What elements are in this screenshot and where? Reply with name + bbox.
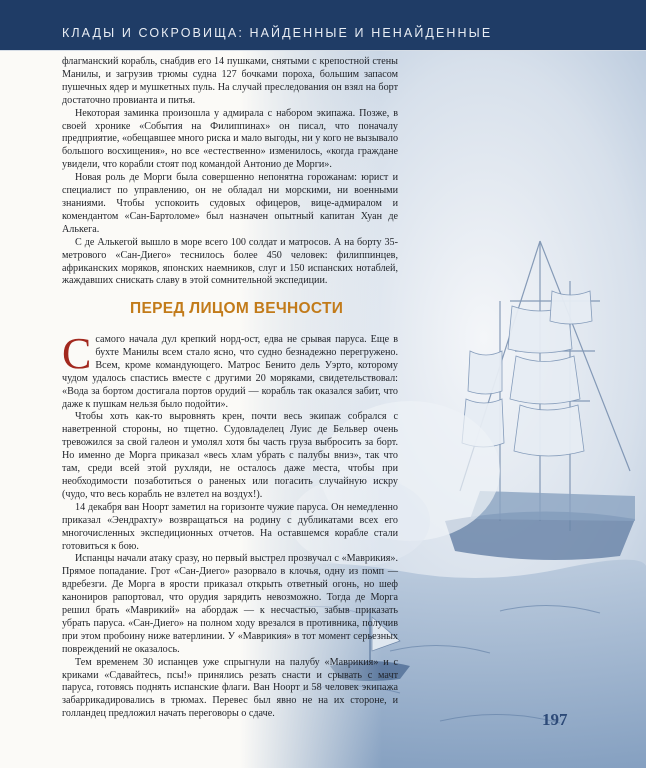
dropcap-letter: С — [62, 329, 92, 378]
paragraph-with-dropcap — [62, 329, 398, 411]
running-header-title: КЛАДЫ И СОКРОВИЩА: НАЙДЕННЫЕ И НЕНАЙДЕННЫЕ — [62, 26, 493, 40]
paragraph-text: самого начала дул крепкий норд-ост, едва не срывая паруса. Еще в бухте Манилы всем стало ясно, что судно безнадежно перегружено. Всем, кроме командующего. Матрос Бенито дель Уэрто, которому чудом удалось спастись вместе с другими 20 моряками, свидетельствовал: «Вода за бортом достигала портов орудий — корабль так оказался забит, что даже к пушкам нельзя было подойти». — [62, 334, 398, 410]
paragraph: С де Алькегой вышло в море всего 100 солдат и матросов. А на борту 35-метрового «Сан-Диего» теснилось более 450 человек: филиппинцев, африканских моряков, японских наемников, слуг и 150 испанских нотаблей, жаждавших снискать славу в этой сомнительной экспедиции. — [62, 236, 398, 287]
paragraph: Испанцы начали атаку сразу, но первый выстрел прозвучал с «Маврикия». Прямое попадание. Грот «Сан-Диего» разорвало в клочья, одну из помп — вдребезги. Де Морга в ярости приказал открыть ответный огонь, но шеф канониров рапортовал, что орудия зарядить невозможно. Тогда де Морга решил брать «Маврикий» на абордаж — к несчастью, забыв приказать убрать паруса. «Сан-Диего» на полном ходу врезался в противника, получив при этом пробоину ниже ватерлинии. У «Маврикия» в тот момент серьезных повреждений не оказалось. — [62, 553, 398, 655]
paragraph: Некоторая заминка произошла у адмирала с набором экипажа. Позже, в своей хронике «События на Филиппинах» он писал, что поначалу предприятие, «обещавшее много риска и мало выгоды, ни у кого не вызывало большого восхищения», но все «естественно» изменилось, «когда граждане увидели, что корабли стоят под командой Антонио де Морги». — [62, 107, 399, 171]
paragraph: 14 декабря ван Ноорт заметил на горизонте чужие паруса. Он немедленно приказал «Эендрахту» возвращаться на родину с дубликатами всех его многочисленных экспедиционных отчетов. На оставшемся корабле стали готовиться к бою. — [62, 501, 398, 552]
page-number: 197 — [542, 710, 568, 729]
section-text-column — [62, 329, 398, 721]
header-band — [0, 0, 646, 50]
paragraph: Новая роль де Морги была совершенно непонятна горожанам: юрист и специалист по управлению, он не обладал ни морскими, ни военными знаниями. Чтобы успокоить судовых офицеров, вице-адмиралом и комендантом «Сан-Бартоломе» был назначен опытный капитан Хуан де Алькега. — [62, 172, 398, 235]
paragraph: флагманский корабль, снабдив его 14 пушками, снятыми с крепостной стены Манилы, и загрузив трюмы судна 127 бочками пороха, большим запасом пушечных ядер и мушкетных пуль. На случай преследования он взял на борт достаточно провианта и питья. — [62, 56, 398, 106]
paragraph: Чтобы хоть как-то выровнять крен, почти весь экипаж собрался с наветренной стороны, но тщетно. Судовладелец Луис де Бельвер очень тревожился за свой галеон и умолял хотя бы часть груза выбросить за борт. Но именно де Морга приказал «весь хлам убрать с палубы вниз», так что там, среди всей этой рухляди, не осталось даже места, чтобы при необходимости позаботиться о раненых или погасить случайную искру (чудо, что весь корабль не взлетел на воздух!). — [62, 411, 398, 500]
top-text-column — [62, 56, 398, 288]
section-heading: ПЕРЕД ЛИЦОМ ВЕЧНОСТИ — [130, 300, 344, 317]
paragraph: Тем временем 30 испанцев уже спрыгнули на палубу «Маврикия» и с криками «Сдавайтесь, псы!» принялись резать снасти и срывать с мачт паруса, готовясь поднять испанские флаги. Ван Ноорт и 58 человек экипажа забаррикадировались в трюмах. Перевес был явно не на их стороне, и голландец предложил начать переговоры о сдаче. — [62, 656, 398, 720]
